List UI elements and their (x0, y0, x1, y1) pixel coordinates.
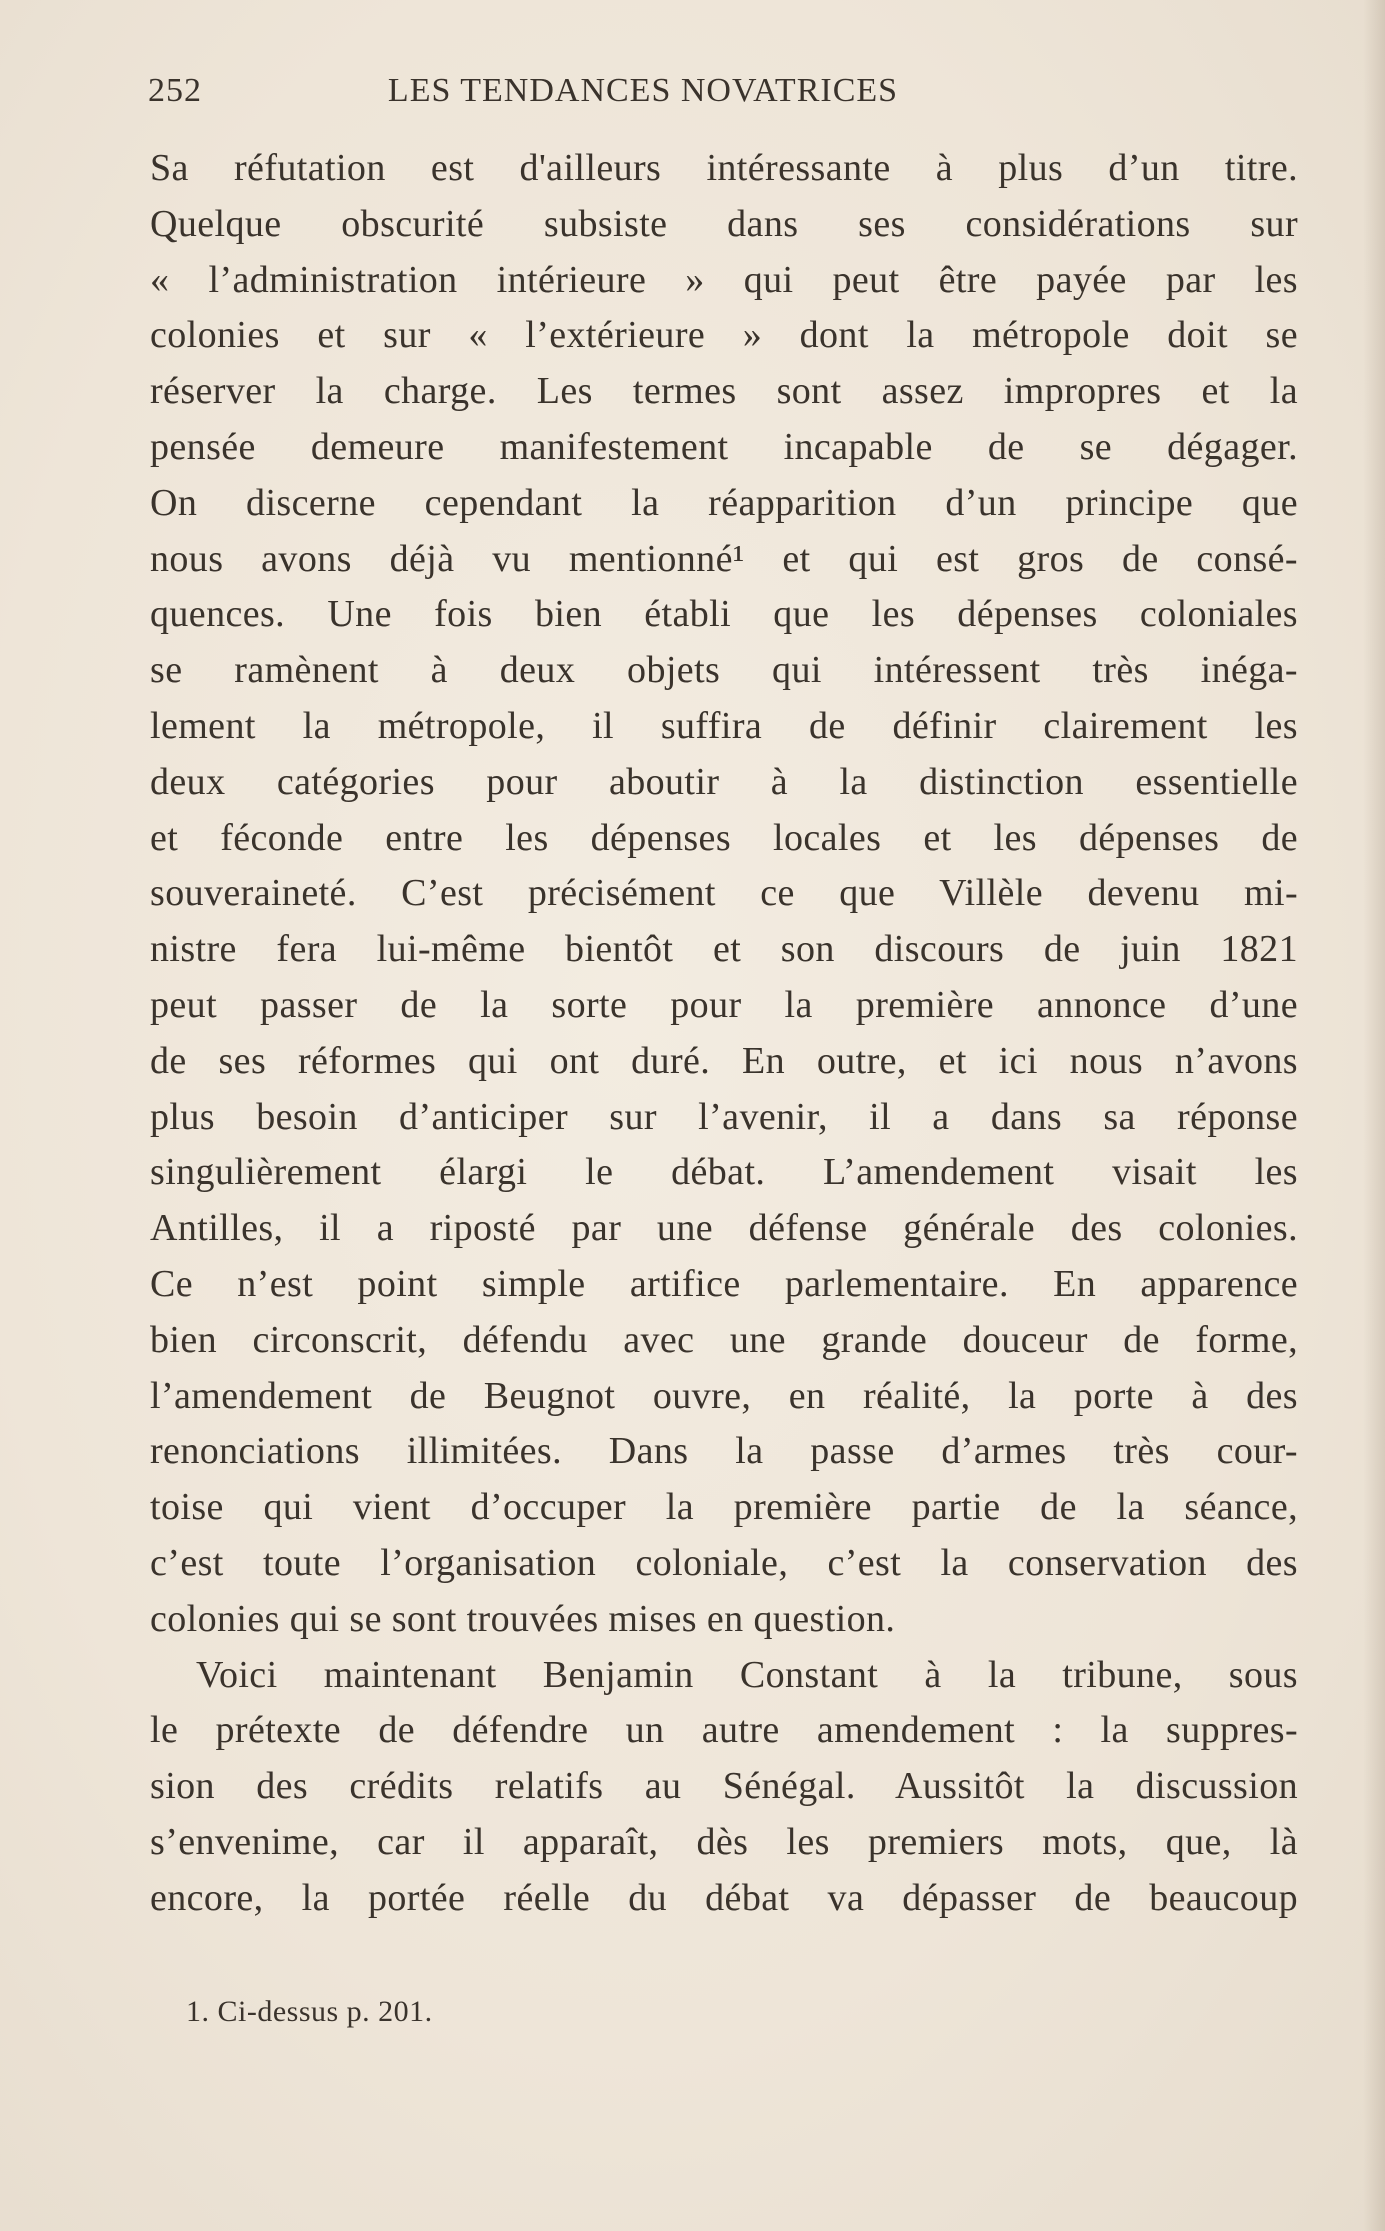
footnote: 1. Ci-dessus p. 201. (186, 1995, 433, 2028)
text-line: lement la métropole, il suffira de définir clairement les (150, 704, 1298, 747)
text-line: On discerne cependant la réapparition d’un principe que (150, 481, 1298, 524)
text-line: quences. Une fois bien établi que les dépenses coloniales (150, 593, 1298, 636)
body-text (150, 141, 1298, 1927)
paragraph-end-line: colonies qui se sont trouvées mises en question. (150, 1597, 896, 1640)
text-line: Ce n’est point simple artifice parlementaire. En apparence (150, 1262, 1298, 1305)
text-line: singulièrement élargi le débat. L’amendement visait les (150, 1151, 1298, 1194)
text-line: nistre fera lui-même bientôt et son discours de juin 1821 (150, 928, 1298, 971)
text-line: deux catégories pour aboutir à la distinction essentielle (150, 760, 1298, 803)
text-line: l’amendement de Beugnot ouvre, en réalité, la porte à des (150, 1374, 1298, 1417)
text-line: le prétexte de défendre un autre amendement : la suppres- (150, 1709, 1298, 1752)
text-line: c’est toute l’organisation coloniale, c’est la conservation des (150, 1541, 1298, 1584)
text-line: pensée demeure manifestement incapable de se dégager. (150, 425, 1298, 468)
text-line: Quelque obscurité subsiste dans ses considérations sur (150, 202, 1298, 245)
text-line: nous avons déjà vu mentionné¹ et qui est gros de consé- (150, 537, 1298, 580)
text-line: et féconde entre les dépenses locales et les dépenses de (150, 816, 1298, 859)
text-line: se ramènent à deux objets qui intéressent très inéga- (150, 649, 1298, 692)
text-line: colonies et sur « l’extérieure » dont la métropole doit se (150, 314, 1298, 357)
text-line: peut passer de la sorte pour la première annonce d’une (150, 983, 1298, 1026)
page-header (148, 72, 1298, 120)
text-line: réserver la charge. Les termes sont assez impropres et la (150, 370, 1298, 413)
text-line: Sa réfutation est d'ailleurs intéressante à plus d’un titre. (150, 147, 1298, 189)
text-line: toise qui vient d’occuper la première partie de la séance, (150, 1486, 1298, 1529)
text-line: renonciations illimitées. Dans la passe d’armes très cour- (150, 1430, 1298, 1473)
text-line: souveraineté. C’est précisément ce que Villèle devenu mi- (150, 872, 1298, 915)
text-line: Antilles, il a riposté par une défense générale des colonies. (150, 1207, 1298, 1250)
page-number: 252 (148, 72, 202, 109)
text-line: plus besoin d’anticiper sur l’avenir, il a dans sa réponse (150, 1095, 1298, 1138)
text-line: s’envenime, car il apparaît, dès les premiers mots, que, là (150, 1820, 1298, 1863)
text-line: sion des crédits relatifs au Sénégal. Aussitôt la discussion (150, 1765, 1298, 1808)
paragraph-start-line: Voici maintenant Benjamin Constant à la tribune, sous (196, 1653, 1298, 1696)
text-line: « l’administration intérieure » qui peut être payée par les (150, 258, 1298, 301)
running-title: LES TENDANCES NOVATRICES (387, 72, 899, 109)
text-line: de ses réformes qui ont duré. En outre, et ici nous n’avons (150, 1039, 1298, 1082)
text-line: bien circonscrit, défendu avec une grande douceur de forme, (150, 1318, 1298, 1361)
text-line: encore, la portée réelle du débat va dépasser de beaucoup (150, 1876, 1298, 1919)
page-edge-shadow (1363, 0, 1385, 2231)
